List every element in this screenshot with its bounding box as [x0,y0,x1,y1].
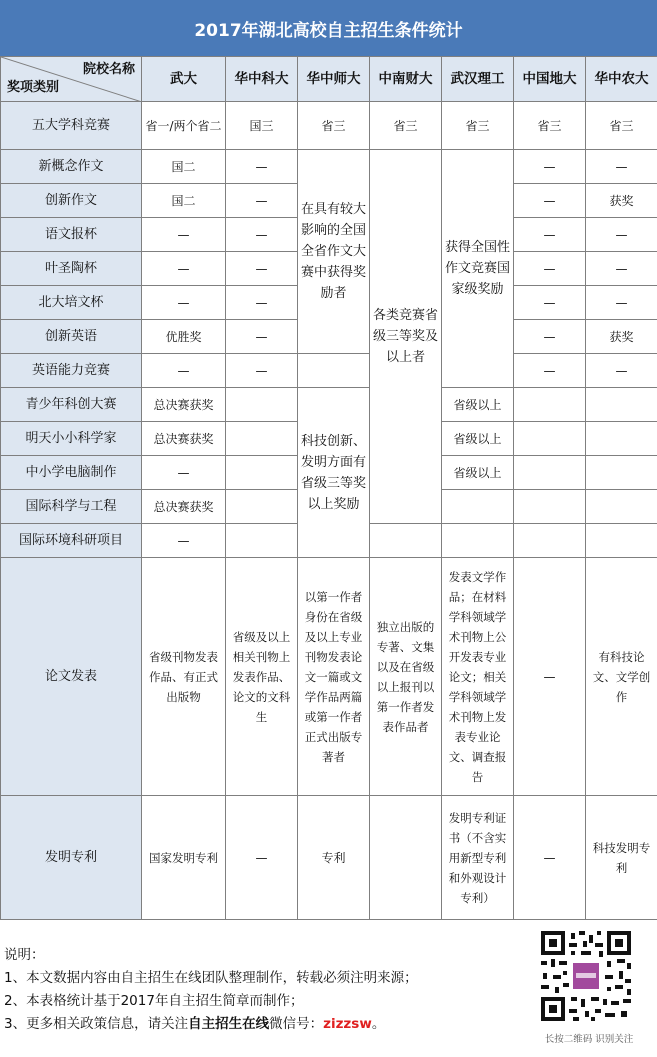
university-header: 中南财大 [370,57,442,102]
note-text: 。 [371,1016,386,1032]
category-label: 明天小小科学家 [1,422,142,456]
note-line: 1、本文数据内容由自主招生在线团队整理制作，转载必须注明来源； [4,970,418,986]
table-cell [442,524,514,558]
table-cell: — [226,354,298,388]
university-header: 中国地大 [514,57,586,102]
table-cell [586,490,657,524]
table-cell [226,422,298,456]
university-header: 武汉理工 [442,57,514,102]
table-cell: — [586,252,657,286]
table-cell: — [514,354,586,388]
table-cell [226,456,298,490]
table-cell: — [142,286,226,320]
qr-caption: 长按二维码 识别关注 [544,1034,634,1045]
table-cell: 省三 [586,102,657,150]
table-cell [226,490,298,524]
table-cell [586,388,657,422]
note-line: 2、本表格统计基于2017年自主招生简章而制作； [4,993,304,1009]
table-cell: 优胜奖 [142,320,226,354]
table-cell: — [226,184,298,218]
category-label: 国际科学与工程 [1,490,142,524]
table-cell: — [586,218,657,252]
table-cell: 省级刊物发表作品、有正式出版物 [142,558,226,796]
table-cell: — [142,252,226,286]
table-cell [514,524,586,558]
note-text: 3、更多相关政策信息，请关注 [4,1016,189,1032]
table-cell [586,524,657,558]
table-cell: 国二 [142,150,226,184]
table-cell: 总决赛获奖 [142,388,226,422]
corner-category-label: 奖项类别 [7,80,60,95]
category-label: 五大学科竞赛 [1,102,142,150]
table-cell: — [514,218,586,252]
table-cell: 省三 [370,102,442,150]
table-cell [370,524,442,558]
table-cell [370,796,442,920]
brand-name: 自主招生在线 [188,1016,270,1032]
table-cell: 发明专利证书（不含实用新型专利和外观设计专利） [442,796,514,920]
table-cell: 获得全国性作文竞赛国家级奖励 [442,150,514,388]
table-cell [514,422,586,456]
table-cell: 在具有较大影响的全国全省作文大赛中获得奖励者 [298,150,370,354]
category-label: 发明专利 [1,796,142,920]
category-label: 国际环境科研项目 [1,524,142,558]
table-cell: 省级以上 [442,456,514,490]
table-cell [226,388,298,422]
table-cell: — [514,184,586,218]
table-cell: — [226,796,298,920]
table-cell: 省三 [442,102,514,150]
table-cell: 国家发明专利 [142,796,226,920]
table-cell: — [226,286,298,320]
table-cell [442,490,514,524]
university-header: 华中师大 [298,57,370,102]
table-cell: 省级以上 [442,422,514,456]
table-cell: 获奖 [586,184,657,218]
table-cell: 省三 [514,102,586,150]
table-cell: 发表文学作品；在材料学科领域学术刊物上公开发表专业论文；相关学科领域学术刊物上发表专业论文、调查报告 [442,558,514,796]
notes-heading: 说明： [4,947,45,963]
category-label: 中小学电脑制作 [1,456,142,490]
table-cell: — [586,354,657,388]
qr-code-icon[interactable] [541,931,631,1021]
wechat-id: zizzsw [323,1016,372,1032]
table-cell: — [226,320,298,354]
category-label: 青少年科创大赛 [1,388,142,422]
table-cell [586,456,657,490]
table-cell: 国三 [226,102,298,150]
corner-university-label: 院校名称 [82,62,135,77]
table-cell: — [226,218,298,252]
table-cell: — [226,252,298,286]
note-text: 微信号： [269,1016,324,1032]
table-cell: — [142,354,226,388]
table-cell: 有科技论文、文学创作 [586,558,657,796]
table-cell: 专利 [298,796,370,920]
table-cell [514,388,586,422]
table-cell: 省级以上 [442,388,514,422]
category-label: 叶圣陶杯 [1,252,142,286]
table-cell [586,422,657,456]
category-label: 语文报杯 [1,218,142,252]
table-cell: — [142,456,226,490]
admission-table [0,56,657,920]
table-cell: — [514,558,586,796]
university-header: 武大 [142,57,226,102]
table-cell [226,524,298,558]
table-cell: 总决赛获奖 [142,490,226,524]
table-cell: — [514,286,586,320]
table-cell: 省级及以上相关刊物上发表作品、论文的文科生 [226,558,298,796]
category-label: 论文发表 [1,558,142,796]
table-cell: 获奖 [586,320,657,354]
page-title: 2017年湖北高校自主招生条件统计 [0,0,657,56]
table-cell: — [586,286,657,320]
table-cell: — [514,150,586,184]
table-cell [514,490,586,524]
table-cell: — [514,320,586,354]
table-cell: 以第一作者身份在省级及以上专业刊物发表论文一篇或文学作品两篇或第一作者正式出版专著者 [298,558,370,796]
note-line [4,1013,418,1036]
table-cell [514,456,586,490]
notes-section [4,944,418,1036]
table-cell: — [142,218,226,252]
table-cell: 国二 [142,184,226,218]
university-header: 华中科大 [226,57,298,102]
table-cell: 独立出版的专著、文集以及在省级以上报刊以第一作者发表作品者 [370,558,442,796]
category-label: 创新作文 [1,184,142,218]
category-label: 创新英语 [1,320,142,354]
table-cell: 总决赛获奖 [142,422,226,456]
table-cell: 各类竞赛省级三等奖及以上者 [370,150,442,524]
table-cell [298,354,370,388]
table-cell: 省三 [298,102,370,150]
header-corner [1,57,142,102]
table-cell: 省一/两个省二 [142,102,226,150]
university-header: 华中农大 [586,57,657,102]
table-cell: — [514,252,586,286]
category-label: 新概念作文 [1,150,142,184]
table-cell: 科技发明专利 [586,796,657,920]
table-cell: — [226,150,298,184]
category-label: 北大培文杯 [1,286,142,320]
table-cell: — [586,150,657,184]
table-cell: — [514,796,586,920]
table-cell: — [142,524,226,558]
category-label: 英语能力竞赛 [1,354,142,388]
table-cell: 科技创新、发明方面有省级三等奖以上奖励 [298,388,370,558]
